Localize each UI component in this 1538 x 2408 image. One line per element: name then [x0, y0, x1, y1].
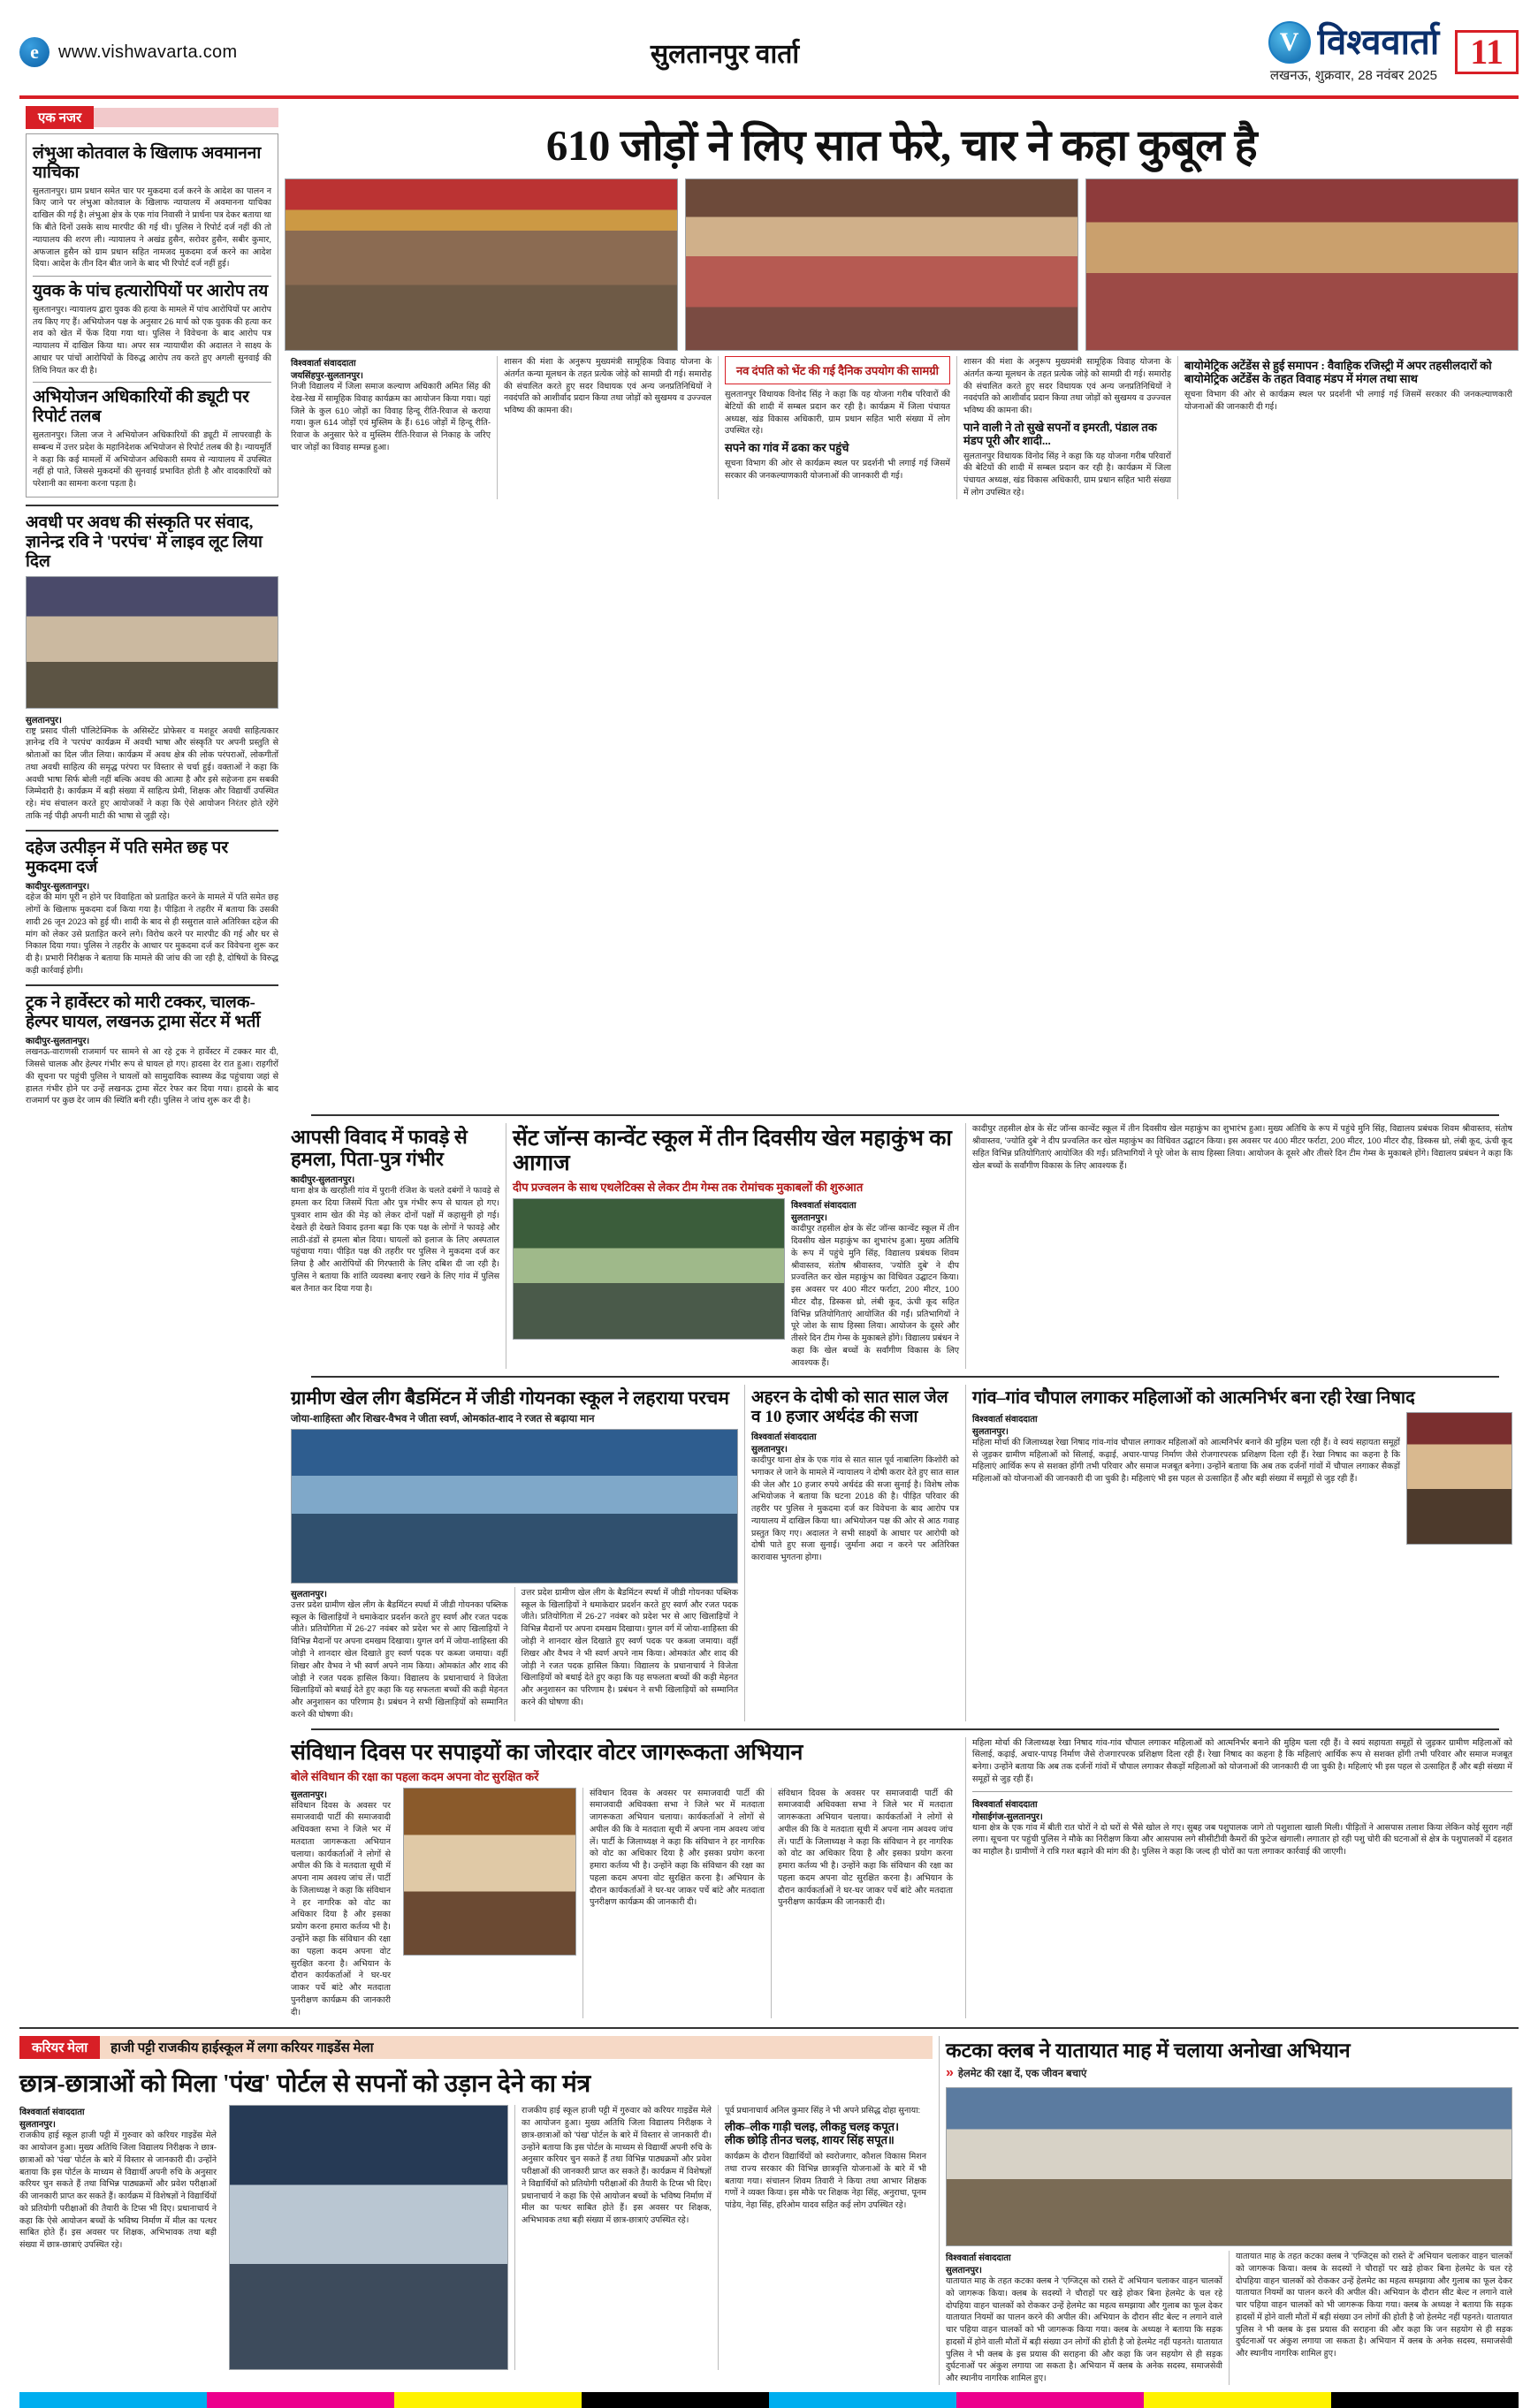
bullet-icon: »: [946, 2065, 954, 2081]
lead-photo-1: [285, 179, 678, 351]
left-item-title: ट्रक ने हार्वेस्टर को मारी टक्कर, चालक-हेल्पर घायल, लखनऊ ट्रामा सेंटर में भर्ती: [26, 992, 261, 1031]
left-item-title: दहेज उत्पीड़न में पति समेत छह पर मुकदमा दर्ज: [26, 838, 229, 877]
lead-text-grid: [285, 356, 1519, 499]
lead-subhead-1: सपने का गांव में ढका कर पहुंचे: [725, 441, 849, 455]
redbox-title: नव दंपति को भेंट की गई दैनिक उपयोग की सामग्री: [735, 364, 940, 377]
brand-block: [1268, 21, 1440, 84]
katka-body-2: यातायात माह के तहत कटका क्लब ने 'एग्जिट्स को रास्ते दें' अभियान चलाकर वाहन चालकों को जागरूक किया। क्लब के सदस्यों ने चौराहों पर खड़े होकर बिना हेलमेट के चल रहे दोपहिया वाहन चालकों को रोककर उन्हें हेलमेट का महत्व समझाया और गुलाब का फूल देकर यातायात नियमों का पालन करने की अपील की। अभियान के दौरान सीट बेल्ट न लगाने वाले चार पहिया वाहन चालकों को भी जागरूक किया गया। क्लब के अध्यक्ष ने बताया कि सड़क हादसों में होने वाली मौतों में बड़ी संख्या उन लोगों की होती है जो हेलमेट नहीं पहनते। यातायात पुलिस ने भी क्लब के इस प्रयास की सराहना की और कहा कि जन सहयोग से ही सड़क दुर्घटनाओं पर अंकुश लगाया जा सकता है। अभियान में क्लब के अनेक सदस्य, समाजसेवी और स्थानीय नागरिक शामिल हुए।: [1236, 2252, 1512, 2359]
byline-place: सुलतानपुर।: [946, 2266, 982, 2276]
byline: विश्ववार्ता संवाददाता: [946, 2253, 1011, 2264]
rekha-body: महिला मोर्चा की जिलाध्यक्ष रेखा निषाद गांव-गांव चौपाल लगाकर महिलाओं को आत्मनिर्भर बनाने की मुहिम चला रही हैं। वे स्वयं सहायता समूहों से जुड़कर ग्रामीण महिलाओं को सिलाई, कढ़ाई, अचार-पापड़ निर्माण जैसे रोजगारपरक प्रशिक्षण दिला रही हैं। रेखा निषाद का कहना है कि महिलाएं आर्थिक रूप से सशक्त होंगी तभी परिवार और समाज मजबूत बनेगा। उन्होंने बताया कि अब तक दर्जनों गांवों में चौपाल लगाकर सैकड़ों महिलाओं को योजनाओं की जानकारी दी जा चुकी है। महिलाएं भी इस पहल से उत्साहित हैं और बड़ी संख्या में समूहों से जुड़ रही हैं।: [972, 1437, 1401, 1485]
court-title: अहरन के दोषी को सात साल जेल व 10 हजार अर्थदंड की सजा: [751, 1388, 948, 1427]
career-mela-tag: करियर मेला: [19, 2036, 100, 2059]
globe-icon: [19, 37, 49, 67]
mid-right-photo: [513, 1198, 785, 1340]
masthead-center: [391, 34, 1059, 71]
lead-col-5: [1177, 356, 1519, 499]
lead-photo-3: [1085, 179, 1519, 351]
constitution-body-2: संविधान दिवस के अवसर पर समाजवादी पार्टी की समाजवादी अधिवक्ता सभा ने जिले भर में मतदाता जागरूकता अभियान चलाया। कार्यकर्ताओं ने लोगों से अपील की कि वे मतदाता सूची में अपना नाम अवश्य जांच लें। पार्टी के जिलाध्यक्ष ने कहा कि संविधान ने हर नागरिक को वोट का अधिकार दिया है और इसका प्रयोग करना हमारा कर्तव्य भी है। उन्होंने कहा कि संविधान की रक्षा का पहला कदम अपना वोट सुरक्षित करना है। अभियान के दौरान कार्यकर्ताओं ने घर-घर जाकर पर्चे बांटे और मतदाता पुनरीक्षण कार्यक्रम की जानकारी दी।: [590, 1788, 765, 1908]
sports-body: उत्तर प्रदेश ग्रामीण खेल लीग के बैडमिंटन स्पर्धा में जीडी गोयनका पब्लिक स्कूल के खिलाड़ियों ने धमाकेदार प्रदर्शन करते हुए स्वर्ण और रजत पदक जीते। प्रतियोगिता में 26-27 नवंबर को प्रदेश भर से आए खिलाड़ियों ने विभिन्न मैदानों पर अपना दमखम दिखाया। युगल वर्ग में जोया-शाहिस्ता की जोड़ी ने शानदार खेल दिखाते हुए स्वर्ण पदक पर कब्जा जमाया। वहीं शिखर और वैभव ने भी स्वर्ण अपने नाम किया। ओमकांत और शाद की जोड़ी ने रजत पदक हासिल किया। विद्यालय के प्रधानाचार्य ने विजेता खिलाड़ियों को बधाई देते हुए कहा कि यह सफलता बच्चों की कड़ी मेहनत और अनुशासन का परिणाम है। प्रबंधन ने सभी खिलाड़ियों को सम्मानित करने की घोषणा की।: [291, 1599, 508, 1720]
bottom-band: [19, 2036, 1519, 2385]
rekha-story: [965, 1385, 1519, 1721]
lead-body-4: सूचना विभाग की ओर से कार्यक्रम स्थल पर प्रदर्शनी भी लगाई गई जिसमें सरकार की जनकल्याणकारी योजनाओं की जानकारी दी गई।: [725, 459, 950, 481]
katka-body-1: यातायात माह के तहत कटका क्लब ने 'एग्जिट्स को रास्ते दें' अभियान चलाकर वाहन चालकों को जागरूक किया। क्लब के सदस्यों ने चौराहों पर खड़े होकर बिना हेलमेट के चल रहे दोपहिया वाहन चालकों को रोककर उन्हें हेलमेट का महत्व समझाया और गुलाब का फूल देकर यातायात नियमों का पालन करने की अपील की। अभियान के दौरान सीट बेल्ट न लगाने वाले चार पहिया वाहन चालकों को भी जागरूक किया गया। क्लब के अध्यक्ष ने बताया कि सड़क हादसों में होने वाली मौतों में बड़ी संख्या उन लोगों की होती है जो हेलमेट नहीं पहनते। यातायात पुलिस ने भी क्लब के इस प्रयास की सराहना की और कहा कि जन सहयोग से ही सड़क दुर्घटनाओं पर अंकुश लगाया जा सकता है। अभियान में क्लब के अनेक सदस्य, समाजसेवी और स्थानीय नागरिक शामिल हुए।: [946, 2276, 1222, 2384]
eknazar-item-title: अभियोजन अधिकारियों की ड्यूटी पर रिपोर्ट तलब: [33, 388, 249, 427]
photo-credit: विश्ववार्ता संवाददाता: [291, 359, 356, 368]
masthead-left: [19, 37, 391, 67]
lead-body-5: शासन की मंशा के अनुरूप मुख्यमंत्री सामूहिक विवाह योजना के अंतर्गत कन्या मूलधन के तहत प्रत्येक जोड़े को सामग्री दी गई। समारोह की संचालित करते हुए सदर विधायक एवं अन्य जनप्रतिनिधियों ने नवदंपति को आशीर्वाद प्रदान किया तथा जोड़ों को सुखमय व उज्ज्वल भविष्य की कामना की।: [963, 357, 1171, 416]
career-body-4: कार्यक्रम के दौरान विद्यार्थियों को स्वरोजगार, कौशल विकास मिशन तथा राज्य सरकार की विभिन्न छात्रवृत्ति योजनाओं के बारे में भी बताया गया। संचालन शिवम तिवारी ने किया तथा आभार शिक्षक गणों ने व्यक्त किया। इस मौके पर शिक्षक नेहा सिंह, अनुराधा, पूनम पांडेय, नेहा सिंह, हरिओम यादव सहित कई लोग उपस्थित रहे।: [725, 2152, 926, 2211]
left-mid-story: [26, 513, 278, 823]
eknazar-bar: [94, 108, 278, 127]
eknazar-item-title: युवक के पांच हत्यारोपियों पर आरोप तय: [33, 282, 269, 301]
lead-redbox: [725, 356, 950, 384]
main-grid: [19, 106, 1519, 1107]
lead-body-2: शासन की मंशा के अनुरूप मुख्यमंत्री सामूहिक विवाह योजना के अंतर्गत कन्या मूलधन के तहत प्रत्येक जोड़े को सामग्री दी गई। समारोह की संचालित करते हुए सदर विधायक एवं अन्य जनप्रतिनिधियों ने नवदंपति को आशीर्वाद प्रदान किया तथा जोड़ों को सुखमय व उज्ज्वल भविष्य की कामना की।: [504, 357, 712, 416]
registration-color-bar: [19, 2392, 1519, 2408]
career-mela-bar-text: हाजी पट्टी राजकीय हाईस्कूल में लगा करियर गाइडेंस मेला: [100, 2036, 933, 2059]
fourth-band: [19, 1737, 1519, 2019]
eknazar-item: [33, 282, 271, 376]
byline: विश्ववार्ता संवाददाता: [791, 1201, 857, 1212]
third-band: [19, 1385, 1519, 1721]
lead-body-1: निजी विद्यालय में जिला समाज कल्याण अधिकारी अमित सिंह की देख-रेख में सामूहिक विवाह कार्यक्रम का आयोजन किया गया। यहां जिले के कुल 610 जोड़ों का विवाह हिन्दू रीति-रिवाज से कराया गया। कुल 614 जोड़ों एवं मुस्लिम के हैं। 616 जोड़ों में हिन्दू रीति-रिवाज के अनुसार फेरे व मुस्लिम रीति-रिवाज से निकाह के जरिए चार जोड़ों का विवाह सम्पन्न हुआ।: [291, 382, 491, 452]
eknazar-header: [26, 106, 278, 129]
katka-photo: [946, 2087, 1512, 2246]
career-body-2: राजकीय हाई स्कूल हाजी पट्टी में गुरुवार को करियर गाइडेंस मेले का आयोजन हुआ। मुख्य अतिथि जिला विद्यालय निरीक्षक ने छात्र-छात्राओं को 'पंख' पोर्टल के बारे में विस्तार से जानकारी दी। उन्होंने बताया कि इस पोर्टल के माध्यम से विद्यार्थी अपनी रुचि के अनुसार करियर चुन सकते हैं तथा विभिन्न पाठ्यक्रमों और प्रवेश परीक्षाओं की जानकारी प्राप्त कर सकते हैं। कार्यक्रम में विशेषज्ञों ने विद्यार्थियों को प्रतियोगी परीक्षाओं की तैयारी के टिप्स भी दिए। प्रधानाचार्य ने कहा कि ऐसे आयोजन बच्चों के भविष्य निर्माण में मील का पत्थर साबित होते हैं। इस अवसर पर शिक्षक, अभिभावक तथा बड़ी संख्या में छात्र-छात्राएं उपस्थित रहे।: [522, 2106, 712, 2226]
buffalo-body: थाना क्षेत्र के एक गांव में बीती रात चोरों ने दो घरों से भैंसे खोल ले गए। सुबह जब पशुपालक जागे तो पशुशाला खाली मिली। पीड़ितों ने आसपास तलाश किया लेकिन कोई सुराग नहीं लगा। सूचना पर पहुंची पुलिस ने मौके का निरीक्षण किया और आसपास लगे सीसीटीवी कैमरों की फुटेज खंगाली। लगातार हो रही पशु चोरी की घटनाओं से क्षेत्र के पशुपालकों में दहशत का माहौल है। ग्रामीणों ने रात्रि गश्त बढ़ाने की मांग की है। पुलिस ने कहा कि जल्द ही चोरों का पता लगाकर कार्रवाई की जाएगी।: [972, 1822, 1512, 1857]
lead-col-3: [718, 356, 956, 499]
byline-place: सुलतानपुर।: [751, 1445, 788, 1455]
eknazar-item-body: सुलतानपुर। न्यायालय द्वारा युवक की हत्या के मामले में पांच आरोपियों पर आरोप तय किए गए हैं। अभियोजन पक्ष के अनुसार 26 मार्च को एक युवक की हत्या कर शव को खेत में फेंक दिया गया था। पुलिस ने विवेचना के बाद आरोप पत्र न्यायालय में दाखिल किया था। अपर सत्र न्यायाधीश की अदालत ने साक्ष्य के आधार पर पांचों आरोपियों के विरुद्ध आरोप तय करते हुए अगली सुनवाई की तिथि नियत कर दी है।: [33, 304, 271, 376]
lead-area: [285, 106, 1519, 1107]
left-mid-title: अवधी पर अवध की संस्कृति पर संवाद, ज्ञानेन्द्र रवि ने 'परपंच' में लाइव लूट लिया दिल: [26, 513, 263, 571]
mid-story-1-body: थाना क्षेत्र के खरहौली गांव में पुरानी रंजिश के चलते दबंगों ने फावड़े से हमला कर दिया जिसमें पिता और पुत्र गंभीर रूप से घायल हो गए। पुत्रवार शाम खेत की मेड़ को लेकर दोनों पक्षों में कहासुनी हो गई। देखते ही देखते विवाद इतना बढ़ा कि एक पक्ष के लोगों ने फावड़े और लाठी-डंडों से हमला बोल दिया। घायलों को इलाज के लिए अस्पताल पहुंचाया गया। पीड़ित पक्ष की तहरीर पर पुलिस ने मुकदमा दर्ज कर लिया है और आरोपियों की गिरफ्तारी के लिए दबिश दी जा रही है। पुलिस ने बताया कि शांति व्यवस्था बनाए रखने के लिए गांव में पुलिस बल तैनात कर दिया गया है।: [291, 1186, 499, 1294]
career-body-3: पूर्व प्रधानाचार्य अनिल कुमार सिंह ने भी अपने प्रसिद्ध दोहा सुनाया:: [725, 2106, 921, 2116]
career-body-1: राजकीय हाई स्कूल हाजी पट्टी में गुरुवार को करियर गाइडेंस मेले का आयोजन हुआ। मुख्य अतिथि जिला विद्यालय निरीक्षक ने छात्र-छात्राओं को 'पंख' पोर्टल के बारे में विस्तार से जानकारी दी। उन्होंने बताया कि इस पोर्टल के माध्यम से विद्यार्थी अपनी रुचि के अनुसार करियर चुन सकते हैं तथा विभिन्न पाठ्यक्रमों और प्रवेश परीक्षाओं की जानकारी प्राप्त कर सकते हैं। कार्यक्रम में विशेषज्ञों ने विद्यार्थियों को प्रतियोगी परीक्षाओं की तैयारी के टिप्स भी दिए। प्रधानाचार्य ने कहा कि ऐसे आयोजन बच्चों के भविष्य निर्माण में मील का पत्थर साबित होते हैं। इस अवसर पर शिक्षक, अभिभावक तथा बड़ी संख्या में छात्र-छात्राएं उपस्थित रहे।: [19, 2131, 217, 2251]
katka-club-section: [939, 2036, 1519, 2385]
eknazar-item-body: सुलतानपुर। जिला जज ने अभियोजन अधिकारियों की ड्यूटी में लापरवाही के सम्बन्ध में उत्तर प्रदेश के महानिदेशक अभियोजन से रिपोर्ट तलब की है। न्यायमूर्ति ने कहा कि कई मामलों में अभियोजन अधिकारी समय से न्यायालय में उपस्थित नहीं हो पाते, जिससे मुकदमों की सुनवाई प्रभावित होती है और वादकारियों को परेशानी का सामना करना पड़ता है।: [33, 430, 271, 490]
eknazar-box: [26, 133, 278, 498]
brand-name: विश्ववार्ता: [1317, 21, 1440, 62]
lead-col-1: [285, 356, 497, 499]
byline: विश्ववार्ता संवाददाता: [19, 2108, 85, 2118]
rekha-photo: [1406, 1412, 1512, 1545]
page-number: 11: [1455, 30, 1519, 74]
mid-right-feature: [506, 1123, 965, 1369]
mid-right-title: सेंट जॉन्स कान्वेंट स्कूल में तीन दिवसीय खेल महाकुंभ का आगाज: [513, 1127, 952, 1176]
sports-subtitle: जोया-शाहिस्ता और शिखर-वैभव ने जीता स्वर्ण, ओमकांत-शाद ने रजत से बढ़ाया मान: [291, 1413, 595, 1424]
sports-body-2: उत्तर प्रदेश ग्रामीण खेल लीग के बैडमिंटन स्पर्धा में जीडी गोयनका पब्लिक स्कूल के खिलाड़ियों ने धमाकेदार प्रदर्शन करते हुए स्वर्ण और रजत पदक जीते। प्रतियोगिता में 26-27 नवंबर को प्रदेश भर से आए खिलाड़ियों ने विभिन्न मैदानों पर अपना दमखम दिखाया। युगल वर्ग में जोया-शाहिस्ता की जोड़ी ने शानदार खेल दिखाते हुए स्वर्ण पदक पर कब्जा जमाया। वहीं शिखर और वैभव ने भी स्वर्ण अपने नाम किया। ओमकांत और शाद की जोड़ी ने रजत पदक हासिल किया। विद्यालय के प्रधानाचार्य ने विजेता खिलाड़ियों को बधाई देते हुए कहा कि यह सफलता बच्चों की कड़ी मेहनत और अनुशासन का परिणाम है। प्रबंधन ने सभी खिलाड़ियों को सम्मानित करने की घोषणा की।: [521, 1587, 738, 1707]
constitution-story: [285, 1737, 965, 2019]
byline-place: सुलतानपुर।: [791, 1213, 827, 1224]
katka-headline: कटका क्लब ने यातायात माह में चलाया अनोखा अभियान: [946, 2040, 1351, 2062]
eknazar-item: [33, 388, 271, 490]
lead-subhead-2: पाने वाली ने तो सुखे सपनों व इमरती, पंडाल तक मंडप पूरी और शादी...: [963, 420, 1157, 447]
court-story: [744, 1385, 965, 1721]
left-item-body: दहेज की मांग पूरी न होने पर विवाहिता को प्रताड़ित करने के मामले में पति समेत छह लोगों के खिलाफ मुकदमा दर्ज किया गया है। पीड़िता ने तहरीर में बताया कि उसकी शादी 26 जून 2023 को हुई थी। शादी के बाद से ही ससुराल वाले अतिरिक्त दहेज की मांग को लेकर उसे प्रताड़ित करने लगे। विरोध करने पर मारपीट की गई और घर से निकाल दिया गया। पुलिस ने तहरीर के आधार पर मुकदमा दर्ज कर विवेचना शुरू कर दी है। प्रभारी निरीक्षक ने बताया कि मामले की जांच की जा रही है, दोषियों के विरुद्ध कड़ी कार्रवाई होगी।: [26, 893, 278, 976]
career-mela-header: [19, 2036, 933, 2059]
left-item-story: [26, 839, 278, 977]
lead-body-7: सूचना विभाग की ओर से कार्यक्रम स्थल पर प्रदर्शनी भी लगाई गई जिसमें सरकार की जनकल्याणकारी योजनाओं की जानकारी दी गई।: [1184, 389, 1512, 412]
byline: विश्ववार्ता संवाददाता: [751, 1432, 817, 1443]
lead-body-6: सुलतानपुर विधायक विनोद सिंह ने कहा कि यह योजना गरीब परिवारों की बेटियों की शादी में सम्बल प्रदान कर रही है। कार्यक्रम में जिला पंचायत अध्यक्ष, खंड विकास अधिकारी, ग्राम प्रधान सहित भारी संख्या में लोग उपस्थित रहे।: [963, 451, 1171, 498]
left-mid-body: राष्ट्र प्रसाद पीली पॉलिटेक्निक के असिस्टेंट प्रोफेसर व मशहूर अवधी साहित्यकार ज्ञानेन्द्र रवि ने 'परपंच' कार्यक्रम में अवधी भाषा और संस्कृति पर अपनी प्रस्तुति से श्रोताओं का दिल जीत लिया। कार्यक्रम में अवध क्षेत्र की लोक परंपराओं, लोकगीतों तथा अवधी साहित्य की समृद्ध परंपरा पर विस्तार से चर्चा हुई। वक्ताओं ने कहा कि अवधी भाषा सिर्फ बोली नहीं बल्कि अवध की आत्मा है और इसे सहेजना हम सबकी जिम्मेदारी है। कार्यक्रम में बड़ी संख्या में साहित्य प्रेमी, शिक्षक और विद्यार्थी उपस्थित रहे। मंच संचालन करते हुए आयोजकों ने कहा कि ऐसे आयोजन निरंतर होते रहेंगे ताकि नई पीढ़ी अपनी माटी की भाषा से जुड़ी रहे।: [26, 725, 278, 821]
career-mela-section: [19, 2036, 939, 2385]
katka-bullet-text: हेलमेट की रक्षा दें, एक जीवन बचाएं: [957, 2069, 1087, 2080]
byline: कादीपुर-सुलतानपुर।: [26, 882, 90, 893]
byline: कादीपुर-सुलतानपुर।: [291, 1175, 355, 1186]
story-photo: [26, 576, 278, 709]
constitution-body-1: संविधान दिवस के अवसर पर समाजवादी पार्टी की समाजवादी अधिवक्ता सभा ने जिले भर में मतदाता जागरूकता अभियान चलाया। कार्यकर्ताओं ने लोगों से अपील की कि वे मतदाता सूची में अपना नाम अवश्य जांच लें। पार्टी के जिलाध्यक्ष ने कहा कि संविधान ने हर नागरिक को वोट का अधिकार दिया है और इसका प्रयोग करना हमारा कर्तव्य भी है। उन्होंने कहा कि संविधान की रक्षा का पहला कदम अपना वोट सुरक्षित करना है। अभियान के दौरान कार्यकर्ताओं ने घर-घर जाकर पर्चे बांटे और मतदाता पुनरीक्षण कार्यक्रम की जानकारी दी।: [291, 1800, 391, 2017]
career-quote-1: लीक–लीक गाड़ी चलइ, लीकहु चलइ कपूत।: [725, 2120, 900, 2134]
site-url[interactable]: www.vishwavarta.com: [58, 42, 238, 62]
mid-story-1-title: आपसी विवाद में फावड़े से हमला, पिता-पुत्र गंभीर: [291, 1126, 468, 1170]
lead-col-2: [497, 356, 718, 499]
sports-photo: [291, 1429, 738, 1584]
constitution-photo: [403, 1788, 576, 1956]
byline: विश्ववार्ता संवाददाता: [972, 1414, 1038, 1424]
eknazar-item-body: सुलतानपुर। ग्राम प्रधान समेत चार पर मुकदमा दर्ज करने के आदेश का पालन न किए जाने पर लंभुआ कोतवाल के खिलाफ न्यायालय में अवमानना याचिका दाखिल की गई है। लंभुआ क्षेत्र के एक गांव निवासी ने प्रार्थना पत्र देकर बताया था कि बीते दिनों उसके साथ मारपीट की गई थी। पुलिस ने रिपोर्ट दर्ज नहीं की तो न्यायालय की शरण ली। न्यायालय ने अखंड हुसैन, सरोवर हुसैन, सबीर कुमार, अफजाल हुसैन को ग्राम प्रधान सहित नामजद मुकदमा दर्ज करने का आदेश दिया। आदेश के तीन दिन बीत जाने के बाद भी रिपोर्ट दर्ज नहीं हुई।: [33, 186, 271, 270]
rekha-title: गांव–गांव चौपाल लगाकर महिलाओं को आत्मनिर्भर बना रही रेखा निषाद: [972, 1388, 1415, 1409]
eknazar-tag: एक नजर: [26, 106, 94, 129]
byline-place: सुलतानपुर।: [19, 2120, 56, 2131]
left-column: [19, 106, 285, 1107]
byline-place: सुलतानपुर।: [972, 1426, 1009, 1437]
lead-col-4: [956, 356, 1177, 499]
masthead-right: [1059, 21, 1519, 84]
buffalo-theft-story: [965, 1737, 1519, 2019]
eknazar-item-title: लंभुआ कोतवाल के खिलाफ अवमानना याचिका: [33, 144, 262, 182]
byline: जयसिंहपुर-सुलतानपुर।: [291, 371, 363, 381]
constitution-title: संविधान दिवस पर सपाइयों का जोरदार वोटर जागरूकता अभियान: [291, 1740, 803, 1765]
career-mela-headline: छात्र-छात्राओं को मिला 'पंख' पोर्टल से सपनों को उड़ान देने का मंत्र: [19, 2070, 591, 2099]
right-column-top: [965, 1123, 1519, 1369]
byline-place: गोसाईगंज-सुलतानपुर।: [972, 1812, 1043, 1822]
court-body: कादीपुर थाना क्षेत्र के एक गांव से सात साल पूर्व नाबालिग किशोरी को भगाकर ले जाने के मामले में न्यायालय ने दोषी करार देते हुए सात साल की जेल और 10 हजार रुपये अर्थदंड की सजा सुनाई है। विशेष लोक अभियोजक ने बताया कि घटना 2018 की है। पीड़ित परिवार की तहरीर पर पुलिस ने मुकदमा दर्ज कर विवेचना के बाद आरोप पत्र न्यायालय में दाखिल किया था। अभियोजन पक्ष की ओर से आठ गवाह प्रस्तुत किए गए। अदालत ने सभी साक्ष्यों के आधार पर आरोपी को दोषी पाते हुए सजा सुनाई। जुर्माना अदा न करने पर अतिरिक्त कारावास भुगतना होगा।: [751, 1455, 959, 1563]
right-top-body: कादीपुर तहसील क्षेत्र के सेंट जॉन्स कान्वेंट स्कूल में तीन दिवसीय खेल महाकुंभ का शुभारंभ हुआ। मुख्य अतिथि के रूप में पहुंचे मुनि सिंह, विद्यालय प्रबंधक शिवम श्रीवास्तव, संतोष श्रीवास्तव, 'ज्योति दुबे' ने दीप प्रज्वलित कर खेल महाकुंभ का विधिवत उद्घाटन किया। इस अवसर पर 400 मीटर फर्राटा, 200 मीटर, 100 मीटर दौड़, डिस्कस थ्रो, लंबी कूद, ऊंची कूद सहित विभिन्न प्रतियोगिताएं आयोजित की गईं। प्रतिभागियों ने पूरे जोश के साथ हिस्सा लिया। आयोजन के दूसरे और तीसरे दिन टीम गेम्स के मुकाबले होंगे। विद्यालय प्रबंधन ने कहा कि खेल बच्चों के सर्वांगीण विकास के लिए आवश्यक हैं।: [972, 1124, 1512, 1171]
right-filler-body: महिला मोर्चा की जिलाध्यक्ष रेखा निषाद गांव-गांव चौपाल लगाकर महिलाओं को आत्मनिर्भर बनाने की मुहिम चला रही हैं। वे स्वयं सहायता समूहों से जुड़कर ग्रामीण महिलाओं को सिलाई, कढ़ाई, अचार-पापड़ निर्माण जैसे रोजगारपरक प्रशिक्षण दिला रही हैं। रेखा निषाद का कहना है कि महिलाएं आर्थिक रूप से सशक्त होंगी तभी परिवार और समाज मजबूत बनेगा। उन्होंने बताया कि अब तक दर्जनों गांवों में चौपाल लगाकर सैकड़ों महिलाओं को योजनाओं की जानकारी दी जा चुकी है। महिलाएं भी इस पहल से उत्साहित हैं और बड़ी संख्या में समूहों से जुड़ रही हैं।: [972, 1737, 1512, 1784]
masthead: [19, 14, 1519, 99]
career-mela-photo: [229, 2105, 508, 2370]
eknazar-item: [33, 144, 271, 270]
constitution-subtitle: बोले संविधान की रक्षा का पहला कदम अपना वोट सुरक्षित करें: [291, 1769, 539, 1783]
byline: कादीपुर-सुलतानपुर।: [26, 1037, 90, 1047]
byline: सुलतानपुर।: [291, 1789, 327, 1800]
mid-right-body: कादीपुर तहसील क्षेत्र के सेंट जॉन्स कान्वेंट स्कूल में तीन दिवसीय खेल महाकुंभ का शुभारंभ हुआ। मुख्य अतिथि के रूप में पहुंचे मुनि सिंह, विद्यालय प्रबंधक शिवम श्रीवास्तव, संतोष श्रीवास्तव, 'ज्योति दुबे' ने दीप प्रज्वलित कर खेल महाकुंभ का विधिवत उद्घाटन किया। इस अवसर पर 400 मीटर फर्राटा, 200 मीटर, 100 मीटर दौड़, डिस्कस थ्रो, लंबी कूद, ऊंची कूद सहित विभिन्न प्रतियोगिताएं आयोजित की गईं। प्रतिभागियों ने पूरे जोश के साथ हिस्सा लिया। आयोजन के दूसरे और तीसरे दिन टीम गेम्स के मुकाबले होंगे। विद्यालय प्रबंधन ने कहा कि खेल बच्चों के सर्वांगीण विकास के लिए आवश्यक हैं।: [791, 1224, 959, 1368]
second-band: [19, 1123, 1519, 1369]
lead-body-3: सुलतानपुर विधायक विनोद सिंह ने कहा कि यह योजना गरीब परिवारों की बेटियों की शादी में सम्बल प्रदान कर रही है। कार्यक्रम में जिला पंचायत अध्यक्ष, खंड विकास अधिकारी, ग्राम प्रधान सहित भारी संख्या में लोग उपस्थित रहे।: [725, 390, 950, 437]
lead-photo-2: [685, 179, 1078, 351]
lead-subhead-3: बायोमेट्रिक अटेंडेंस से हुई समापन : वैवाहिक रजिस्ट्री में अपर तहसीलदारों को बायोमेट्रिक अटेंडेंस के तहत विवाह मंडप में मंगल तथा साथ: [1184, 359, 1492, 385]
lead-headline: 610 जोड़ों ने लिए सात फेरे, चार ने कहा कुबूल है: [545, 121, 1258, 170]
sports-title: ग्रामीण खेल लीग बैडमिंटन में जीडी गोयनका स्कूल ने लहराया परचम: [291, 1387, 729, 1409]
byline: सुलतानपुर।: [291, 1589, 327, 1599]
byline: विश्ववार्ता संवाददाता: [972, 1799, 1038, 1810]
left-item-body: लखनऊ-वाराणसी राजमार्ग पर सामने से आ रहे ट्रक ने हार्वेस्टर में टक्कर मार दी, जिससे चालक और हेल्पर गंभीर रूप से घायल हो गए। हादसा देर रात हुआ। राहगीरों की सूचना पर पहुंची पुलिस ने घायलों को सामुदायिक स्वास्थ्य केंद्र पहुंचाया जहां से हालत गंभीर होने पर उन्हें लखनऊ ट्रामा सेंटर रेफर कर दिया गया। हादसे के बाद राजमार्ग पर कुछ देर जाम की स्थिति बनी रही। पुलिस ने जांच शुरू कर दी है।: [26, 1047, 278, 1106]
edition-date: लखनऊ, शुक्रवार, 28 नवंबर 2025: [1269, 67, 1437, 83]
vishwavarta-logo-icon: [1268, 21, 1311, 64]
mid-story-1: [285, 1123, 506, 1369]
career-quote-2: लीक छोड़ि तीनउ चलइ, शायर सिंह सपूत॥: [725, 2133, 895, 2147]
lead-photo-row: [285, 179, 1519, 351]
constitution-body-3: संविधान दिवस के अवसर पर समाजवादी पार्टी की समाजवादी अधिवक्ता सभा ने जिले भर में मतदाता जागरूकता अभियान चलाया। कार्यकर्ताओं ने लोगों से अपील की कि वे मतदाता सूची में अपना नाम अवश्य जांच लें। पार्टी के जिलाध्यक्ष ने कहा कि संविधान ने हर नागरिक को वोट का अधिकार दिया है और इसका प्रयोग करना हमारा कर्तव्य भी है। उन्होंने कहा कि संविधान की रक्षा का पहला कदम अपना वोट सुरक्षित करना है। अभियान के दौरान कार्यकर्ताओं ने घर-घर जाकर पर्चे बांटे और मतदाता पुनरीक्षण कार्यक्रम की जानकारी दी।: [778, 1788, 953, 1908]
left-item-story: [26, 993, 278, 1108]
edition-title: सुलतानपुर वार्ता: [650, 39, 800, 69]
mid-right-subtitle: दीप प्रज्वलन के साथ एथलेटिक्स से लेकर टीम गेम्स तक रोमांचक मुकाबलों की शुरुआत: [513, 1181, 864, 1195]
byline: सुलतानपुर।: [26, 715, 62, 725]
sports-league-story: [285, 1385, 744, 1721]
